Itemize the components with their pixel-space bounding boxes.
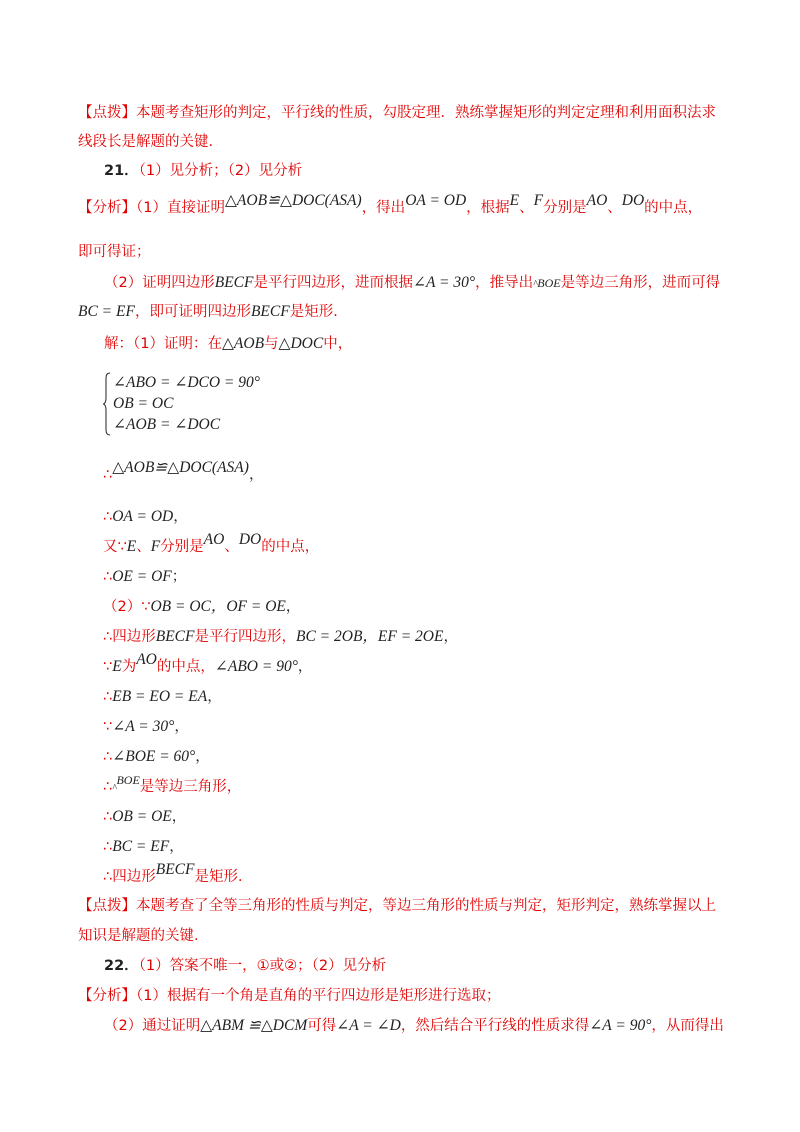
math-ao: AO <box>586 192 608 209</box>
q21-analysis-4: BC = EF，即可证明四边形BECF是矩形． <box>78 303 348 320</box>
math-becf: BECF <box>155 861 195 878</box>
equation-row-2: OB = OC <box>113 395 174 412</box>
q21-solution-intro: 解：（1）证明：在△AOB与△DOC中， <box>104 335 353 352</box>
q21-number: 21． <box>104 163 139 179</box>
step-angle-a: ∵∠A = 30°， <box>103 718 189 735</box>
math-angle-boe: ∠BOE = 60° <box>112 748 196 765</box>
step-part2-given: （2）∵OB = OC，OF = OE， <box>103 598 301 615</box>
math-congruence-abm-dcm: △ABM ≌△DCM <box>200 1017 308 1034</box>
q21-point-summary-2: 知识是解题的关键． <box>78 928 209 944</box>
q22-number: 22． <box>104 958 139 974</box>
math-f: F <box>533 192 544 209</box>
math-becf: BECF <box>155 628 195 645</box>
step-equilateral: ∴^$^{BOE}$是等边三角形， <box>103 773 242 795</box>
math-ob-oe: OB = OE <box>112 808 172 825</box>
line-point-summary-1: 【点拨】本题考查矩形的判定，平行线的性质，勾股定理．熟练掌握矩形的判定定理和利用面积法求 <box>78 105 716 121</box>
step-midpoint-angle: ∵E为AO的中点，∠ABO = 90°， <box>103 651 313 675</box>
math-angle-abo: ∠ABO = 90° <box>214 658 298 675</box>
math-oe-of: OE = OF <box>112 568 172 585</box>
step-eb-eo-ea: ∴EB = EO = EA， <box>103 688 222 705</box>
math-bc-ef-relations: BC = 2OB，EF = 2OE <box>295 628 444 645</box>
math-oa-od: OA = OD <box>405 192 467 209</box>
q21-analysis-2: 即可得证； <box>78 244 151 260</box>
math-angle-a: ∠A = 30° <box>412 274 476 291</box>
step-angle-boe: ∴∠BOE = 60°， <box>103 748 210 765</box>
math-f: F <box>150 538 161 555</box>
math-congruence: △AOB≌△DOC(ASA) <box>112 459 249 476</box>
math-ao: AO <box>136 651 157 668</box>
math-triangle-doc: △DOC <box>278 335 324 352</box>
q22-answer: （1）答案不唯一，①或②；（2）见分析 <box>138 958 387 974</box>
math-e: E <box>509 192 520 209</box>
equation-system <box>103 372 363 436</box>
step-parallelogram: ∴四边形BECF是平行四边形，BC = 2OB，EF = 2OE， <box>103 628 458 645</box>
q22-analysis-2: （2）通过证明△ABM ≌△DCM可得∠A = ∠D，然后结合平行线的性质求得∠A = 90°，从而得出 <box>104 1017 724 1034</box>
math-becf: BECF <box>250 303 290 320</box>
math-triangle-mark: ^ <box>533 279 538 290</box>
math-ao: AO <box>203 531 225 548</box>
math-boe: BOE <box>537 276 561 290</box>
math-angle-a: ∠A = 30° <box>112 718 175 735</box>
q21-analysis-1: 【分析】（1）直接证明△AOB≌△DOC(ASA)，得出OA = OD，根据E、F分别是AO、DO的中点， <box>78 192 703 216</box>
math-angle-a-90: ∠A = 90° <box>589 1017 652 1034</box>
step-bc-ef: ∴BC = EF， <box>103 838 184 855</box>
equation-row-3: ∠AOB = ∠DOC <box>113 416 221 433</box>
math-triangle-aob: △AOB <box>221 335 265 352</box>
math-eb-eo-ea: EB = EO = EA <box>112 688 208 705</box>
math-do: DO <box>238 531 262 548</box>
q22-heading <box>104 956 386 976</box>
q21-point-summary-1: 【点拨】本题考查了全等三角形的性质与判定，等边三角形的性质与判定，矩形判定，熟练掌握以上 <box>78 898 716 914</box>
math-bc-ef: BC = EF <box>112 838 170 855</box>
step-oe-of: ∴OE = OF； <box>103 568 187 585</box>
math-triangle-mark: ^ <box>112 783 117 794</box>
math-do: DO <box>621 192 645 209</box>
step-congruent: ∴△AOB≌△DOC(ASA)， <box>103 459 264 483</box>
math-e: E <box>126 538 137 555</box>
step-ob-oe: ∴OB = OE， <box>103 808 187 825</box>
q22-analysis-1: 【分析】（1）根据有一个角是直角的平行四边形是矩形进行选取； <box>78 988 501 1004</box>
math-bc-ef: BC = EF <box>78 303 135 320</box>
q21-analysis-3: （2）证明四边形BECF是平行四边形，进而根据∠A = 30°，推导出^BOE是等边三角形，进而可得 <box>104 274 721 291</box>
math-oa-od: OA = OD <box>112 508 174 525</box>
math-congruence: △AOB≌△DOC(ASA) <box>224 192 362 209</box>
line-point-summary-2: 线段长是解题的关键． <box>78 134 223 150</box>
equation-row-1: ∠ABO = ∠DCO = 90° <box>113 374 260 391</box>
step-conclusion: ∴四边形BECF是矩形． <box>103 861 253 885</box>
step-midpoints: 又∵E、F分别是AO、DO的中点， <box>103 531 320 555</box>
math-e: E <box>112 658 122 675</box>
math-boe: BOE <box>116 773 140 787</box>
math-becf: BECF <box>214 274 254 291</box>
q21-answer: （1）见分析；（2）见分析 <box>138 163 303 179</box>
q21-heading <box>104 161 302 181</box>
math-ob-oc-of-oe: OB = OC，OF = OE <box>150 598 286 615</box>
step-oa-od: ∴OA = OD， <box>103 508 188 525</box>
brace-icon <box>103 372 111 436</box>
math-angle-a-d: ∠A = ∠D <box>336 1017 401 1034</box>
